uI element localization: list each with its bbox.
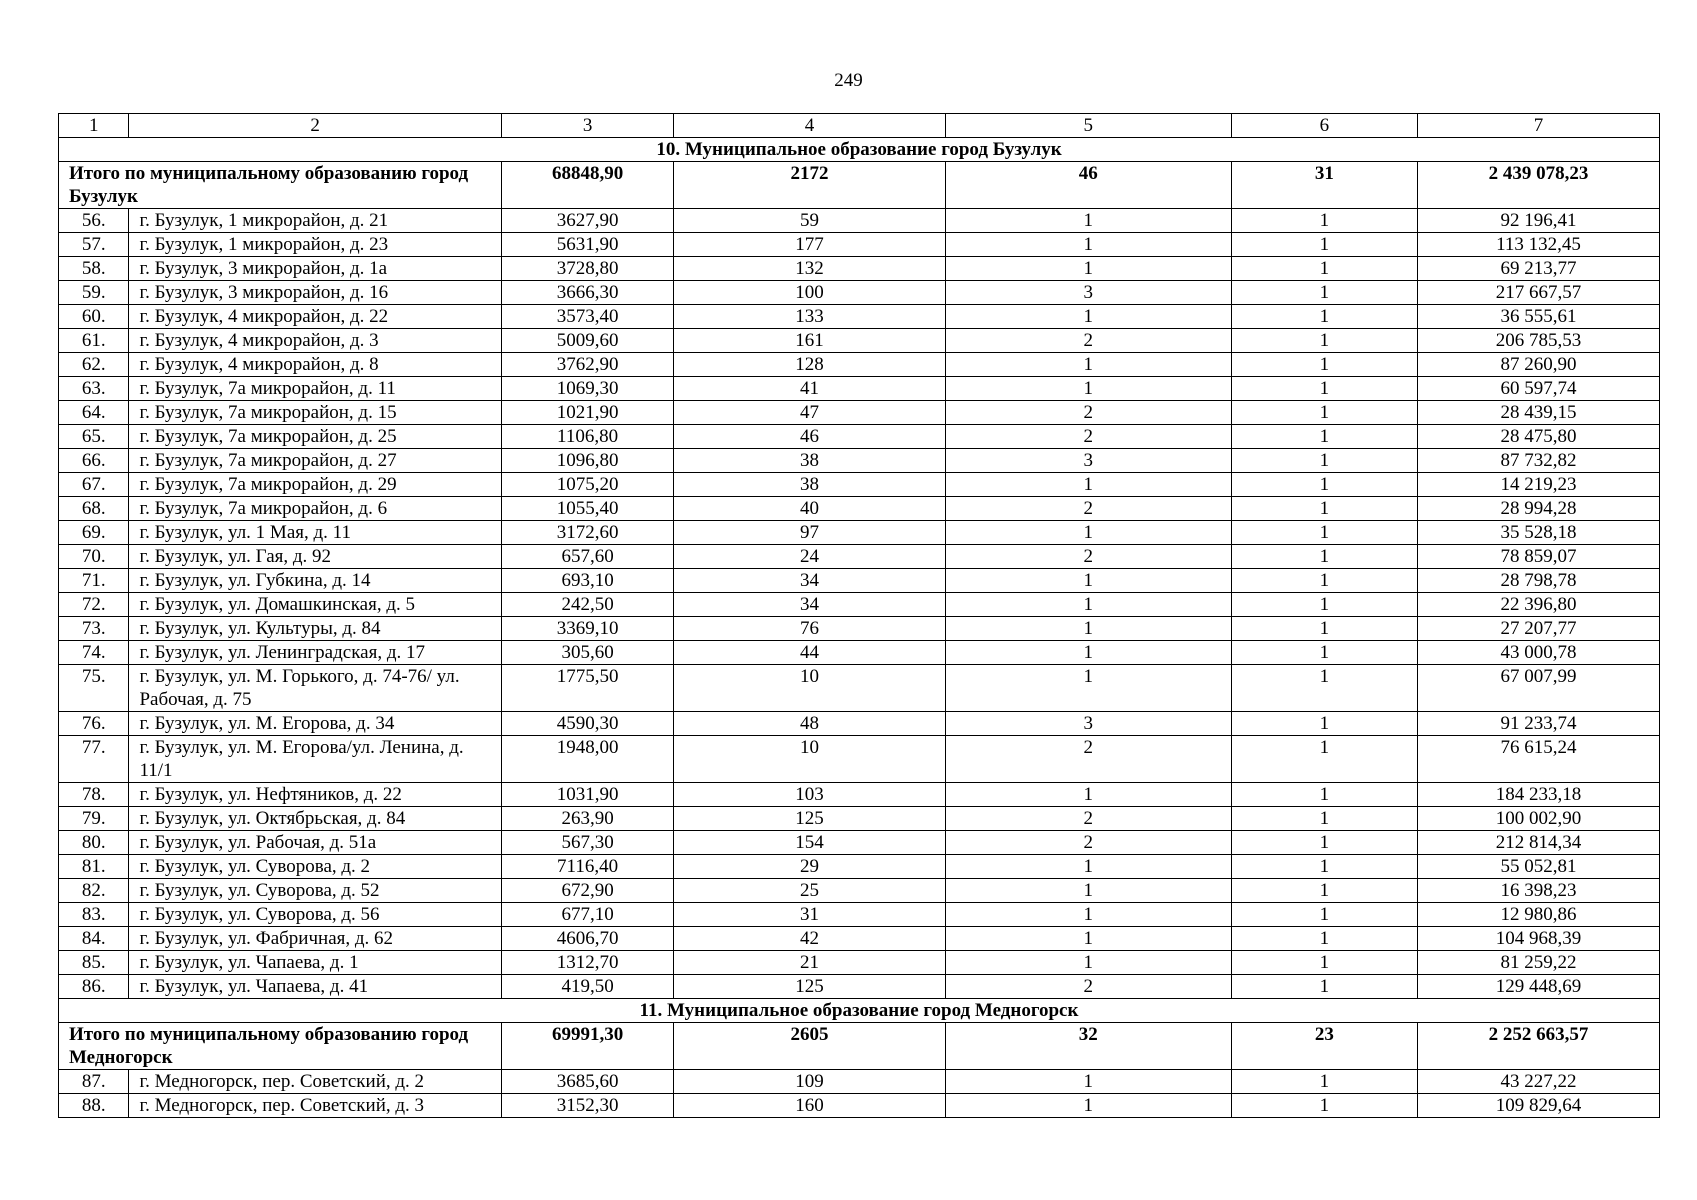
column-number-cell: 4 [674,114,945,138]
row-address: г. Бузулук, 7а микрорайон, д. 27 [129,449,501,473]
row-value-c7: 78 859,07 [1418,545,1660,569]
table-row [59,353,1660,377]
row-value-c3: 1106,80 [501,425,674,449]
row-value-c5: 1 [945,1094,1231,1118]
row-value-c4: 34 [674,593,945,617]
row-value-c4: 34 [674,569,945,593]
row-number: 82. [59,879,129,903]
row-value-c3: 3728,80 [501,257,674,281]
row-value-c7: 28 439,15 [1418,401,1660,425]
row-value-c3: 305,60 [501,641,674,665]
row-value-c7: 67 007,99 [1418,665,1660,712]
table-row [59,569,1660,593]
row-value-c7: 35 528,18 [1418,521,1660,545]
table-row [59,521,1660,545]
row-address: г. Бузулук, 3 микрорайон, д. 16 [129,281,501,305]
row-value-c3: 1069,30 [501,377,674,401]
row-value-c4: 100 [674,281,945,305]
row-value-c6: 1 [1231,855,1417,879]
row-value-c7: 87 260,90 [1418,353,1660,377]
row-number: 87. [59,1070,129,1094]
row-address: г. Бузулук, 4 микрорайон, д. 22 [129,305,501,329]
row-value-c3: 1948,00 [501,736,674,783]
column-number-cell: 3 [501,114,674,138]
row-value-c6: 1 [1231,879,1417,903]
row-value-c7: 55 052,81 [1418,855,1660,879]
column-number-cell: 5 [945,114,1231,138]
table-row [59,209,1660,233]
table-row [59,783,1660,807]
row-value-c6: 1 [1231,593,1417,617]
row-value-c6: 1 [1231,712,1417,736]
row-value-c4: 46 [674,425,945,449]
row-value-c3: 677,10 [501,903,674,927]
row-address: г. Бузулук, ул. Культуры, д. 84 [129,617,501,641]
row-value-c7: 206 785,53 [1418,329,1660,353]
row-address: г. Бузулук, ул. Ленинградская, д. 17 [129,641,501,665]
table-row [59,807,1660,831]
row-number: 59. [59,281,129,305]
row-value-c5: 1 [945,209,1231,233]
row-value-c3: 657,60 [501,545,674,569]
row-number: 83. [59,903,129,927]
table-row [59,257,1660,281]
table-row [59,665,1660,712]
row-value-c5: 1 [945,951,1231,975]
row-address: г. Бузулук, 7а микрорайон, д. 15 [129,401,501,425]
total-value-c7: 2 439 078,23 [1418,162,1660,209]
row-value-c7: 28 994,28 [1418,497,1660,521]
row-value-c6: 1 [1231,473,1417,497]
row-value-c6: 1 [1231,377,1417,401]
row-address: г. Бузулук, 7а микрорайон, д. 29 [129,473,501,497]
total-value-c3: 69991,30 [501,1023,674,1070]
page-number: 249 [834,70,863,91]
row-value-c7: 212 814,34 [1418,831,1660,855]
row-address: г. Бузулук, ул. Гая, д. 92 [129,545,501,569]
row-number: 74. [59,641,129,665]
row-value-c6: 1 [1231,736,1417,783]
row-value-c5: 2 [945,975,1231,999]
row-value-c7: 27 207,77 [1418,617,1660,641]
row-value-c6: 1 [1231,927,1417,951]
row-value-c5: 1 [945,665,1231,712]
row-value-c6: 1 [1231,975,1417,999]
row-value-c7: 104 968,39 [1418,927,1660,951]
row-value-c3: 1075,20 [501,473,674,497]
row-value-c4: 132 [674,257,945,281]
row-address: г. Бузулук, 7а микрорайон, д. 11 [129,377,501,401]
row-value-c6: 1 [1231,233,1417,257]
row-value-c6: 1 [1231,903,1417,927]
row-number: 58. [59,257,129,281]
row-value-c4: 21 [674,951,945,975]
row-value-c7: 43 000,78 [1418,641,1660,665]
row-value-c6: 1 [1231,449,1417,473]
row-value-c4: 161 [674,329,945,353]
row-value-c6: 1 [1231,209,1417,233]
row-value-c4: 42 [674,927,945,951]
row-value-c5: 1 [945,473,1231,497]
row-value-c7: 69 213,77 [1418,257,1660,281]
row-value-c6: 1 [1231,425,1417,449]
row-value-c5: 2 [945,831,1231,855]
table-row [59,855,1660,879]
row-value-c5: 1 [945,1070,1231,1094]
section-title: 10. Муниципальное образование город Бузулук [59,138,1660,162]
row-number: 77. [59,736,129,783]
table-row [59,473,1660,497]
row-number: 79. [59,807,129,831]
row-value-c7: 28 798,78 [1418,569,1660,593]
row-value-c5: 3 [945,449,1231,473]
row-value-c5: 1 [945,879,1231,903]
row-address: г. Бузулук, ул. Чапаева, д. 1 [129,951,501,975]
row-value-c5: 1 [945,257,1231,281]
register-body [59,114,1660,1118]
table-row [59,712,1660,736]
section-total-row [59,162,1660,209]
table-row [59,951,1660,975]
row-value-c7: 43 227,22 [1418,1070,1660,1094]
row-number: 57. [59,233,129,257]
row-number: 81. [59,855,129,879]
table-row [59,329,1660,353]
row-value-c3: 1031,90 [501,783,674,807]
row-value-c5: 1 [945,903,1231,927]
row-number: 64. [59,401,129,425]
row-value-c7: 76 615,24 [1418,736,1660,783]
row-value-c6: 1 [1231,281,1417,305]
row-value-c6: 1 [1231,951,1417,975]
row-value-c3: 3573,40 [501,305,674,329]
row-value-c3: 263,90 [501,807,674,831]
row-value-c4: 97 [674,521,945,545]
row-address: г. Бузулук, ул. Суворова, д. 2 [129,855,501,879]
table-row [59,425,1660,449]
row-value-c4: 10 [674,665,945,712]
row-number: 88. [59,1094,129,1118]
section-header-row [59,138,1660,162]
row-number: 75. [59,665,129,712]
row-number: 60. [59,305,129,329]
row-value-c3: 3152,30 [501,1094,674,1118]
column-number-cell: 7 [1418,114,1660,138]
total-value-c4: 2172 [674,162,945,209]
row-value-c6: 1 [1231,329,1417,353]
row-address: г. Бузулук, ул. Рабочая, д. 51а [129,831,501,855]
row-address: г. Бузулук, ул. Нефтяников, д. 22 [129,783,501,807]
row-value-c5: 1 [945,855,1231,879]
row-value-c7: 81 259,22 [1418,951,1660,975]
row-value-c4: 103 [674,783,945,807]
row-value-c4: 133 [674,305,945,329]
row-address: г. Бузулук, 1 микрорайон, д. 21 [129,209,501,233]
row-value-c3: 4590,30 [501,712,674,736]
row-value-c6: 1 [1231,569,1417,593]
row-value-c5: 2 [945,401,1231,425]
row-value-c5: 1 [945,233,1231,257]
row-value-c6: 1 [1231,497,1417,521]
row-value-c5: 1 [945,593,1231,617]
row-value-c7: 184 233,18 [1418,783,1660,807]
row-value-c5: 1 [945,377,1231,401]
table-row [59,927,1660,951]
row-value-c6: 1 [1231,1070,1417,1094]
row-value-c3: 3685,60 [501,1070,674,1094]
row-value-c4: 31 [674,903,945,927]
row-value-c4: 76 [674,617,945,641]
row-value-c7: 129 448,69 [1418,975,1660,999]
row-value-c3: 1055,40 [501,497,674,521]
row-value-c3: 242,50 [501,593,674,617]
row-number: 66. [59,449,129,473]
row-number: 73. [59,617,129,641]
table-row [59,641,1660,665]
row-value-c5: 1 [945,617,1231,641]
total-value-c7: 2 252 663,57 [1418,1023,1660,1070]
row-address: г. Бузулук, 7а микрорайон, д. 25 [129,425,501,449]
column-number-cell: 2 [129,114,501,138]
row-value-c4: 177 [674,233,945,257]
row-value-c3: 419,50 [501,975,674,999]
row-number: 84. [59,927,129,951]
row-number: 78. [59,783,129,807]
row-value-c3: 3627,90 [501,209,674,233]
row-value-c6: 1 [1231,807,1417,831]
total-value-c5: 46 [945,162,1231,209]
table-row [59,449,1660,473]
row-number: 56. [59,209,129,233]
row-address: г. Бузулук, ул. Октябрьская, д. 84 [129,807,501,831]
table-row [59,903,1660,927]
row-number: 80. [59,831,129,855]
row-address: г. Бузулук, ул. Фабричная, д. 62 [129,927,501,951]
table-row [59,377,1660,401]
table-row [59,831,1660,855]
row-number: 61. [59,329,129,353]
row-value-c3: 1021,90 [501,401,674,425]
row-value-c3: 3369,10 [501,617,674,641]
table-row [59,401,1660,425]
row-value-c3: 672,90 [501,879,674,903]
table-row [59,497,1660,521]
row-value-c7: 28 475,80 [1418,425,1660,449]
row-value-c4: 25 [674,879,945,903]
table-row [59,1070,1660,1094]
row-value-c4: 125 [674,807,945,831]
row-value-c5: 1 [945,521,1231,545]
row-value-c3: 4606,70 [501,927,674,951]
row-value-c5: 1 [945,927,1231,951]
table-row [59,593,1660,617]
row-value-c5: 2 [945,545,1231,569]
row-address: г. Медногорск, пер. Советский, д. 2 [129,1070,501,1094]
row-value-c6: 1 [1231,617,1417,641]
row-address: г. Бузулук, ул. Суворова, д. 52 [129,879,501,903]
row-value-c6: 1 [1231,521,1417,545]
table-row [59,879,1660,903]
row-value-c4: 44 [674,641,945,665]
row-value-c3: 567,30 [501,831,674,855]
row-value-c4: 38 [674,473,945,497]
row-address: г. Бузулук, 1 микрорайон, д. 23 [129,233,501,257]
row-value-c4: 48 [674,712,945,736]
row-value-c6: 1 [1231,545,1417,569]
row-number: 86. [59,975,129,999]
row-value-c5: 2 [945,329,1231,353]
row-value-c7: 22 396,80 [1418,593,1660,617]
row-value-c5: 1 [945,305,1231,329]
row-number: 69. [59,521,129,545]
row-value-c6: 1 [1231,665,1417,712]
row-number: 65. [59,425,129,449]
row-value-c5: 2 [945,425,1231,449]
row-value-c5: 1 [945,783,1231,807]
row-address: г. Бузулук, 4 микрорайон, д. 8 [129,353,501,377]
total-value-c6: 31 [1231,162,1417,209]
row-value-c7: 16 398,23 [1418,879,1660,903]
row-number: 70. [59,545,129,569]
row-value-c7: 217 667,57 [1418,281,1660,305]
row-value-c4: 154 [674,831,945,855]
row-value-c6: 1 [1231,1094,1417,1118]
row-value-c4: 128 [674,353,945,377]
total-value-c6: 23 [1231,1023,1417,1070]
table-row [59,736,1660,783]
row-address: г. Бузулук, 7а микрорайон, д. 6 [129,497,501,521]
row-value-c3: 3172,60 [501,521,674,545]
row-value-c5: 3 [945,712,1231,736]
row-value-c5: 1 [945,353,1231,377]
table-row [59,281,1660,305]
row-value-c5: 1 [945,641,1231,665]
row-value-c7: 60 597,74 [1418,377,1660,401]
row-value-c7: 100 002,90 [1418,807,1660,831]
row-address: г. Бузулук, ул. М. Горького, д. 74-76/ ул. Рабочая, д. 75 [129,665,501,712]
table-row [59,545,1660,569]
total-label: Итого по муниципальному образованию город Медногорск [59,1023,502,1070]
total-value-c4: 2605 [674,1023,945,1070]
row-number: 71. [59,569,129,593]
register-table [58,113,1660,1118]
row-value-c7: 109 829,64 [1418,1094,1660,1118]
table-row [59,305,1660,329]
row-number: 62. [59,353,129,377]
row-value-c4: 47 [674,401,945,425]
row-value-c7: 113 132,45 [1418,233,1660,257]
total-value-c5: 32 [945,1023,1231,1070]
row-address: г. Бузулук, ул. Суворова, д. 56 [129,903,501,927]
row-value-c7: 92 196,41 [1418,209,1660,233]
row-value-c7: 36 555,61 [1418,305,1660,329]
row-value-c4: 29 [674,855,945,879]
table-row [59,975,1660,999]
row-value-c6: 1 [1231,831,1417,855]
column-number-row [59,114,1660,138]
row-value-c4: 24 [674,545,945,569]
row-number: 68. [59,497,129,521]
row-value-c4: 59 [674,209,945,233]
row-value-c6: 1 [1231,305,1417,329]
row-value-c5: 1 [945,569,1231,593]
row-value-c4: 38 [674,449,945,473]
row-address: г. Бузулук, ул. Губкина, д. 14 [129,569,501,593]
row-value-c3: 5631,90 [501,233,674,257]
row-number: 72. [59,593,129,617]
row-value-c4: 160 [674,1094,945,1118]
row-value-c7: 12 980,86 [1418,903,1660,927]
row-number: 63. [59,377,129,401]
row-address: г. Бузулук, ул. М. Егорова, д. 34 [129,712,501,736]
row-value-c4: 41 [674,377,945,401]
row-value-c3: 5009,60 [501,329,674,353]
row-address: г. Медногорск, пер. Советский, д. 3 [129,1094,501,1118]
row-address: г. Бузулук, ул. М. Егорова/ул. Ленина, д. 11/1 [129,736,501,783]
row-value-c3: 3666,30 [501,281,674,305]
total-value-c3: 68848,90 [501,162,674,209]
section-header-row [59,999,1660,1023]
row-value-c6: 1 [1231,641,1417,665]
row-value-c4: 40 [674,497,945,521]
row-value-c6: 1 [1231,783,1417,807]
row-value-c6: 1 [1231,353,1417,377]
row-number: 76. [59,712,129,736]
row-value-c6: 1 [1231,257,1417,281]
row-number: 85. [59,951,129,975]
row-value-c7: 91 233,74 [1418,712,1660,736]
row-value-c3: 1775,50 [501,665,674,712]
column-number-cell: 1 [59,114,129,138]
row-value-c4: 10 [674,736,945,783]
row-value-c4: 109 [674,1070,945,1094]
row-value-c6: 1 [1231,401,1417,425]
row-address: г. Бузулук, 4 микрорайон, д. 3 [129,329,501,353]
row-value-c3: 1312,70 [501,951,674,975]
table-row [59,233,1660,257]
row-value-c7: 14 219,23 [1418,473,1660,497]
row-address: г. Бузулук, ул. Чапаева, д. 41 [129,975,501,999]
row-address: г. Бузулук, ул. Домашкинская, д. 5 [129,593,501,617]
row-value-c5: 3 [945,281,1231,305]
section-title: 11. Муниципальное образование город Медногорск [59,999,1660,1023]
row-address: г. Бузулук, 3 микрорайон, д. 1а [129,257,501,281]
section-total-row [59,1023,1660,1070]
table-row [59,617,1660,641]
column-number-cell: 6 [1231,114,1417,138]
total-label: Итого по муниципальному образованию город Бузулук [59,162,502,209]
row-value-c3: 693,10 [501,569,674,593]
row-value-c7: 87 732,82 [1418,449,1660,473]
row-value-c5: 2 [945,807,1231,831]
row-value-c3: 1096,80 [501,449,674,473]
row-address: г. Бузулук, ул. 1 Мая, д. 11 [129,521,501,545]
row-value-c4: 125 [674,975,945,999]
row-value-c3: 3762,90 [501,353,674,377]
table-row [59,1094,1660,1118]
row-value-c3: 7116,40 [501,855,674,879]
row-value-c5: 2 [945,497,1231,521]
row-value-c5: 2 [945,736,1231,783]
row-number: 67. [59,473,129,497]
